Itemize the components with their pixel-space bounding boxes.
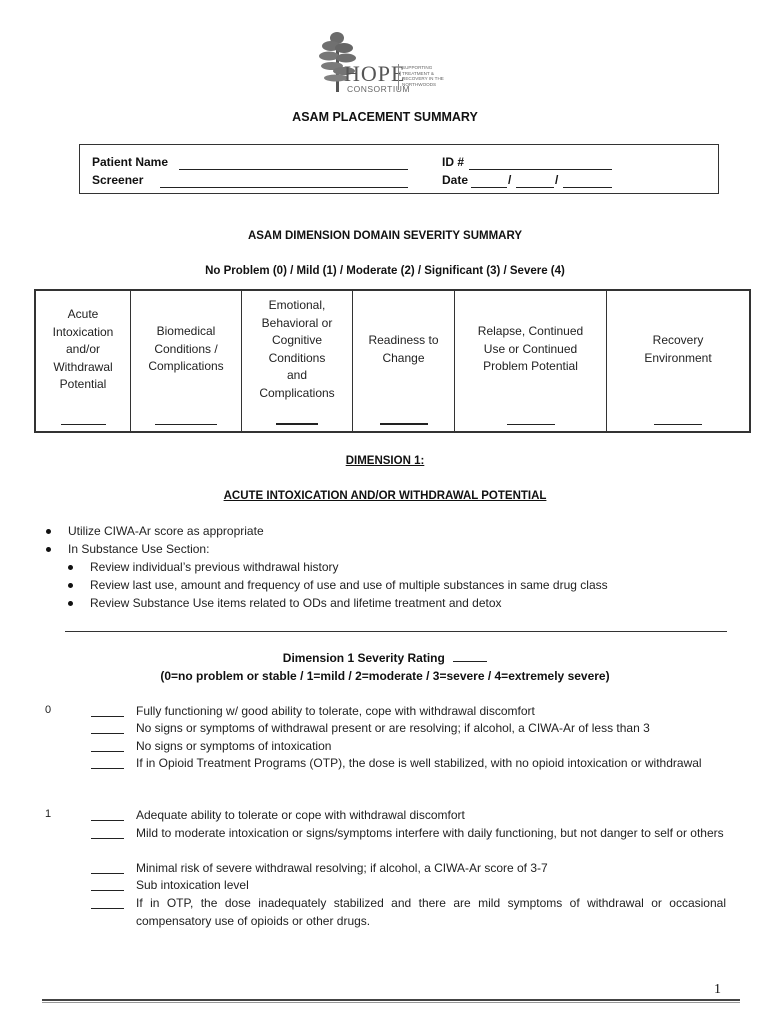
list-item: Review last use, amount and frequency of use and use of multiple substances in same drug class — [90, 578, 608, 592]
list-item: Review Substance Use items related to ODs and lifetime treatment and detox — [90, 596, 502, 610]
bullet-icon — [46, 529, 51, 534]
item-checkbox[interactable] — [91, 838, 124, 839]
level-number: 0 — [45, 704, 52, 716]
date-year-field[interactable] — [563, 175, 612, 188]
item-checkbox[interactable] — [91, 873, 124, 874]
criteria-item: Adequate ability to tolerate or cope with withdrawal discomfort — [136, 808, 465, 822]
dimension-column: Acute Intoxication and/or Withdrawal Potential — [36, 291, 131, 431]
criteria-item: Fully functioning w/ good ability to tolerate, cope with withdrawal discomfort — [136, 704, 535, 718]
bullet-icon — [68, 565, 73, 570]
item-checkbox[interactable] — [91, 751, 124, 752]
criteria-item: No signs or symptoms of intoxication — [136, 739, 332, 753]
patient-info-box: Patient Name Screener ID # Date / / — [79, 144, 719, 194]
dimension-6-rating-field[interactable] — [654, 423, 702, 425]
footer-divider — [42, 999, 740, 1001]
item-checkbox[interactable] — [91, 733, 124, 734]
page-title: ASAM PLACEMENT SUMMARY — [292, 110, 478, 124]
list-item: In Substance Use Section: — [68, 542, 210, 556]
patient-name-label: Patient Name — [92, 155, 169, 169]
bullet-icon — [68, 583, 73, 588]
id-label: ID # — [442, 155, 465, 169]
dimension-1-rating-field[interactable] — [61, 423, 106, 425]
dimension-4-rating-field[interactable] — [380, 422, 428, 425]
level-number: 1 — [45, 808, 52, 820]
criteria-item: If in Opioid Treatment Programs (OTP), the dose is well stabilized, with no opioid intoxication or withdrawal — [136, 756, 702, 770]
logo-tagline: SUPPORTING TREATMENT & RECOVERY IN THE NORTHWOODS — [402, 65, 444, 87]
bullet-icon — [46, 547, 51, 552]
criteria-item: If in OTP, the dose inadequately stabilized and there are mild symptoms of withdrawal or occasional compensatory use of opioids or other drugs. — [136, 896, 726, 928]
criteria-item: Sub intoxication level — [136, 878, 249, 892]
id-field[interactable] — [469, 157, 612, 170]
severity-rating-line — [0, 651, 770, 665]
item-checkbox[interactable] — [91, 716, 124, 717]
dimension-5-rating-field[interactable] — [507, 423, 555, 425]
severity-rating-field[interactable] — [453, 651, 487, 662]
page-number: 1 — [714, 982, 721, 997]
dimension-2-rating-field[interactable] — [155, 423, 217, 425]
logo-name: HOPE — [344, 61, 406, 86]
severity-rating-legend: (0=no problem or stable / 1=mild / 2=moderate / 3=severe / 4=extremely severe) — [160, 669, 610, 683]
dimension-1-title: DIMENSION 1: — [345, 455, 425, 467]
screener-field[interactable] — [160, 175, 408, 188]
dimension-column: Readiness to Change — [353, 291, 455, 431]
item-checkbox[interactable] — [91, 908, 124, 909]
item-checkbox[interactable] — [91, 890, 124, 891]
severity-rating-label: Dimension 1 Severity Rating — [282, 651, 445, 665]
item-checkbox[interactable] — [91, 820, 124, 821]
dimension-column: Biomedical Conditions / Complications — [131, 291, 242, 431]
screener-label: Screener — [92, 173, 144, 187]
criteria-item: Mild to moderate intoxication or signs/symptoms interfere with daily functioning, but not danger to self or others — [136, 826, 724, 840]
date-label: Date — [442, 173, 469, 187]
bullet-icon — [68, 601, 73, 606]
item-checkbox[interactable] — [91, 768, 124, 769]
section-divider — [65, 631, 727, 632]
severity-summary-table — [34, 289, 751, 433]
logo-sub: CONSORTIUM — [347, 84, 410, 94]
dimension-1-subtitle: ACUTE INTOXICATION AND/OR WITHDRAWAL POTENTIAL — [223, 490, 547, 502]
list-item: Utilize CIWA-Ar score as appropriate — [68, 524, 264, 538]
footer-divider — [42, 1002, 740, 1003]
criteria-item: Minimal risk of severe withdrawal resolving; if alcohol, a CIWA-Ar score of 3-7 — [136, 861, 548, 875]
patient-name-field[interactable] — [179, 157, 408, 170]
list-item: Review individual’s previous withdrawal history — [90, 560, 339, 574]
dimension-column: Emotional, Behavioral or Cognitive Conditions and Complications — [242, 291, 353, 431]
date-month-field[interactable] — [471, 175, 507, 188]
severity-scale-heading: No Problem (0) / Mild (1) / Moderate (2) / Significant (3) / Severe (4) — [205, 265, 565, 277]
dimension-column: Recovery Environment — [607, 291, 749, 431]
domain-summary-heading: ASAM DIMENSION DOMAIN SEVERITY SUMMARY — [247, 230, 523, 242]
dimension-3-rating-field[interactable] — [276, 422, 318, 425]
dimension-column: Relapse, Continued Use or Continued Problem Potential — [455, 291, 607, 431]
criteria-item: No signs or symptoms of withdrawal present or are resolving; if alcohol, a CIWA-Ar of less than 3 — [136, 721, 650, 735]
date-day-field[interactable] — [516, 175, 554, 188]
hope-consortium-logo — [318, 28, 458, 96]
